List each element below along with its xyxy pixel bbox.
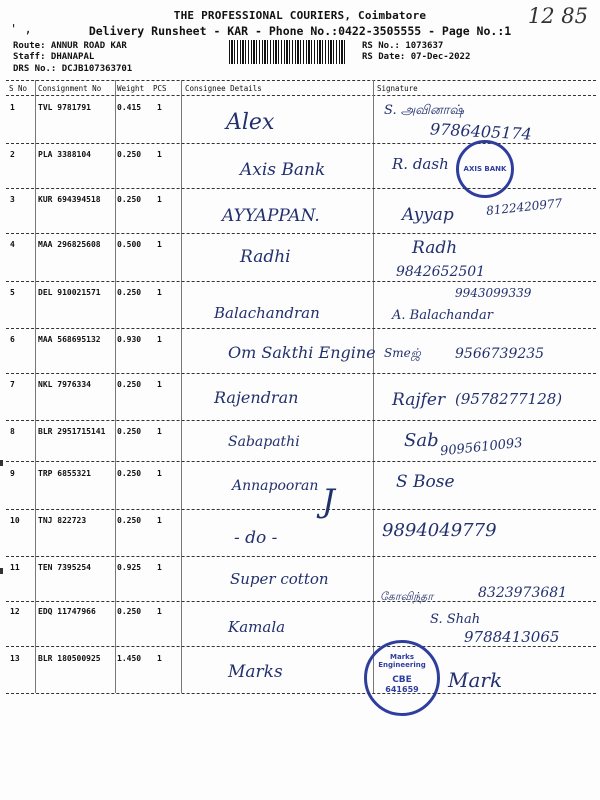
row-sno: 8: [10, 427, 15, 436]
row-pcs: 1: [157, 607, 162, 616]
row-consignee: Balachandran: [214, 304, 320, 322]
row-phone: 9786405174: [429, 119, 533, 144]
row-consignment-no: EDQ 11747966: [38, 607, 96, 616]
row-divider: [6, 233, 596, 234]
row-phone: 9566739235: [455, 346, 545, 362]
row-pcs: 1: [157, 563, 162, 572]
row-divider: [6, 373, 596, 374]
page-title: THE PROFESSIONAL COURIERS, Coimbatore: [173, 9, 427, 22]
row-consignee: Annapooran: [232, 478, 319, 494]
row-consignee: Rajendran: [214, 388, 299, 407]
rs-date: RS Date: 07-Dec-2022: [362, 52, 471, 62]
row-weight: 0.250: [117, 380, 142, 389]
row-divider: [6, 601, 596, 602]
row-divider: [6, 420, 596, 421]
row-pcs: 1: [157, 150, 162, 159]
row-consignee: - do -: [234, 528, 278, 548]
row-phone: 9095610093: [439, 435, 524, 460]
row-consignee: Marks: [228, 662, 283, 682]
row-consignment-no: BLR 2951715141: [38, 427, 106, 436]
row-sno: 4: [10, 240, 15, 249]
page-subtitle: Delivery Runsheet - KAR - Phone No.:0422-3505555 - Page No.:1: [88, 24, 512, 38]
row-signature: கோவிந்தா: [380, 590, 434, 603]
row-signature: Mark: [448, 668, 503, 692]
row-signature: Radh: [412, 238, 458, 258]
row-weight: 1.450: [117, 654, 142, 663]
row-phone: 9842652501: [396, 264, 486, 280]
col-consignee-details: Consignee Details: [185, 84, 262, 93]
row-pcs: 1: [157, 427, 162, 436]
row-signature: S. Shah: [430, 612, 481, 627]
row-sno: 2: [10, 150, 15, 159]
row-pcs: 1: [157, 288, 162, 297]
row-consignment-no: TNJ 822723: [38, 516, 87, 525]
stray-marks: ' ,: [10, 22, 32, 36]
row-weight: 0.250: [117, 427, 142, 436]
drs-number: DRS No.: DCJB107363701: [13, 64, 133, 74]
row-signature: S Bose: [396, 472, 455, 492]
axis-bank-stamp: [456, 140, 514, 198]
col-weight: Weight: [117, 84, 145, 93]
row-consignment-no: NKL 7976334: [38, 380, 91, 389]
route-label: Route: ANNUR ROAD KAR: [13, 41, 127, 51]
row-weight: 0.930: [117, 335, 142, 344]
row-consignment-no: TEN 7395254: [38, 563, 91, 572]
row-consignee: Super cotton: [230, 570, 329, 588]
row-consignee: Om Sakthi Engine: [228, 343, 376, 362]
row-pcs: 1: [157, 654, 162, 663]
row-phone: 9943099339: [455, 286, 532, 300]
row-consignment-no: BLR 180500925: [38, 654, 101, 663]
row-divider: [6, 328, 596, 329]
row-phone: 8323973681: [478, 585, 568, 601]
row-sno: 10: [10, 516, 20, 525]
row-consignment-no: MAA 296825608: [38, 240, 101, 249]
row-weight: 0.250: [117, 195, 142, 204]
rs-number: RS No.: 1073637: [362, 41, 444, 51]
row-divider: [6, 556, 596, 557]
row-consignment-no: DEL 910021571: [38, 288, 101, 297]
row-weight: 0.925: [117, 563, 142, 572]
row-signature: Sab: [404, 430, 439, 451]
stamp-pin: 641659: [385, 685, 419, 694]
header-top-rule: [6, 80, 596, 81]
row-consignee: Alex: [226, 110, 275, 135]
row-consignment-no: TRP 6855321: [38, 469, 91, 478]
row-weight: 0.500: [117, 240, 142, 249]
row-weight: 0.250: [117, 469, 142, 478]
scan-edge-mark: [0, 568, 3, 574]
handwritten-corner-number: 12 85: [527, 4, 588, 28]
staff-label: Staff: DHANAPAL: [13, 52, 95, 62]
scan-edge-mark: [0, 460, 3, 466]
row-signature: Smeஜ்: [384, 346, 421, 360]
marks-engineering-stamp: [364, 640, 440, 716]
stamp-text: Marks Engineering: [378, 653, 426, 669]
row-signature: Rajfer: [392, 390, 446, 410]
row-sno: 12: [10, 607, 20, 616]
col-sno: S No: [9, 84, 28, 93]
row-sno: 9: [10, 469, 15, 478]
row-divider: [6, 281, 596, 282]
row-divider: [6, 143, 596, 144]
row-sno: 6: [10, 335, 15, 344]
row-sno: 7: [10, 380, 15, 389]
row-phone: 8122420977: [485, 196, 563, 218]
row-divider: [6, 509, 596, 510]
row-consignee: Radhi: [240, 247, 291, 267]
barcode: [229, 40, 347, 64]
row-sno: 3: [10, 195, 15, 204]
row-pcs: 1: [157, 335, 162, 344]
row-signature: R. dash: [392, 155, 449, 173]
row-weight: 0.250: [117, 516, 142, 525]
row-divider: [6, 461, 596, 462]
col-consignment: Consignment No: [38, 84, 102, 93]
row-consignee: AYYAPPAN.: [222, 206, 320, 226]
stamp-text: AXIS BANK: [463, 165, 507, 173]
row-sno: 5: [10, 288, 15, 297]
handwritten-bracket-mark: J: [322, 482, 335, 520]
row-pcs: 1: [157, 469, 162, 478]
row-divider: [6, 646, 596, 647]
row-signature: S. அவினாஷ்: [384, 103, 464, 118]
col-signature: Signature: [377, 84, 418, 93]
row-weight: 0.250: [117, 607, 142, 616]
header-bottom-rule: [6, 95, 596, 96]
row-consignment-no: KUR 694394518: [38, 195, 101, 204]
row-divider: [6, 693, 596, 694]
row-weight: 0.250: [117, 150, 142, 159]
row-pcs: 1: [157, 240, 162, 249]
row-consignment-no: MAA 568695132: [38, 335, 101, 344]
row-pcs: 1: [157, 195, 162, 204]
col-pcs: PCS: [153, 84, 167, 93]
row-consignment-no: PLA 3388104: [38, 150, 91, 159]
stamp-city: CBE: [392, 675, 412, 685]
row-consignee: Sabapathi: [228, 434, 300, 450]
row-signature: A. Balachandar: [392, 308, 493, 323]
row-phone: (9578277128): [455, 390, 563, 408]
row-consignment-no: TVL 9781791: [38, 103, 91, 112]
row-consignee: Axis Bank: [240, 160, 326, 180]
row-divider: [6, 188, 596, 189]
row-sno: 13: [10, 654, 20, 663]
row-pcs: 1: [157, 380, 162, 389]
row-signature: Ayyap: [402, 205, 454, 225]
row-pcs: 1: [157, 516, 162, 525]
row-sno: 11: [10, 563, 20, 572]
row-sno: 1: [10, 103, 15, 112]
row-weight: 0.250: [117, 288, 142, 297]
row-consignee: Kamala: [228, 618, 286, 636]
row-weight: 0.415: [117, 103, 142, 112]
row-phone: 9894049779: [382, 520, 497, 541]
row-pcs: 1: [157, 103, 162, 112]
row-phone: 9788413065: [464, 628, 560, 646]
